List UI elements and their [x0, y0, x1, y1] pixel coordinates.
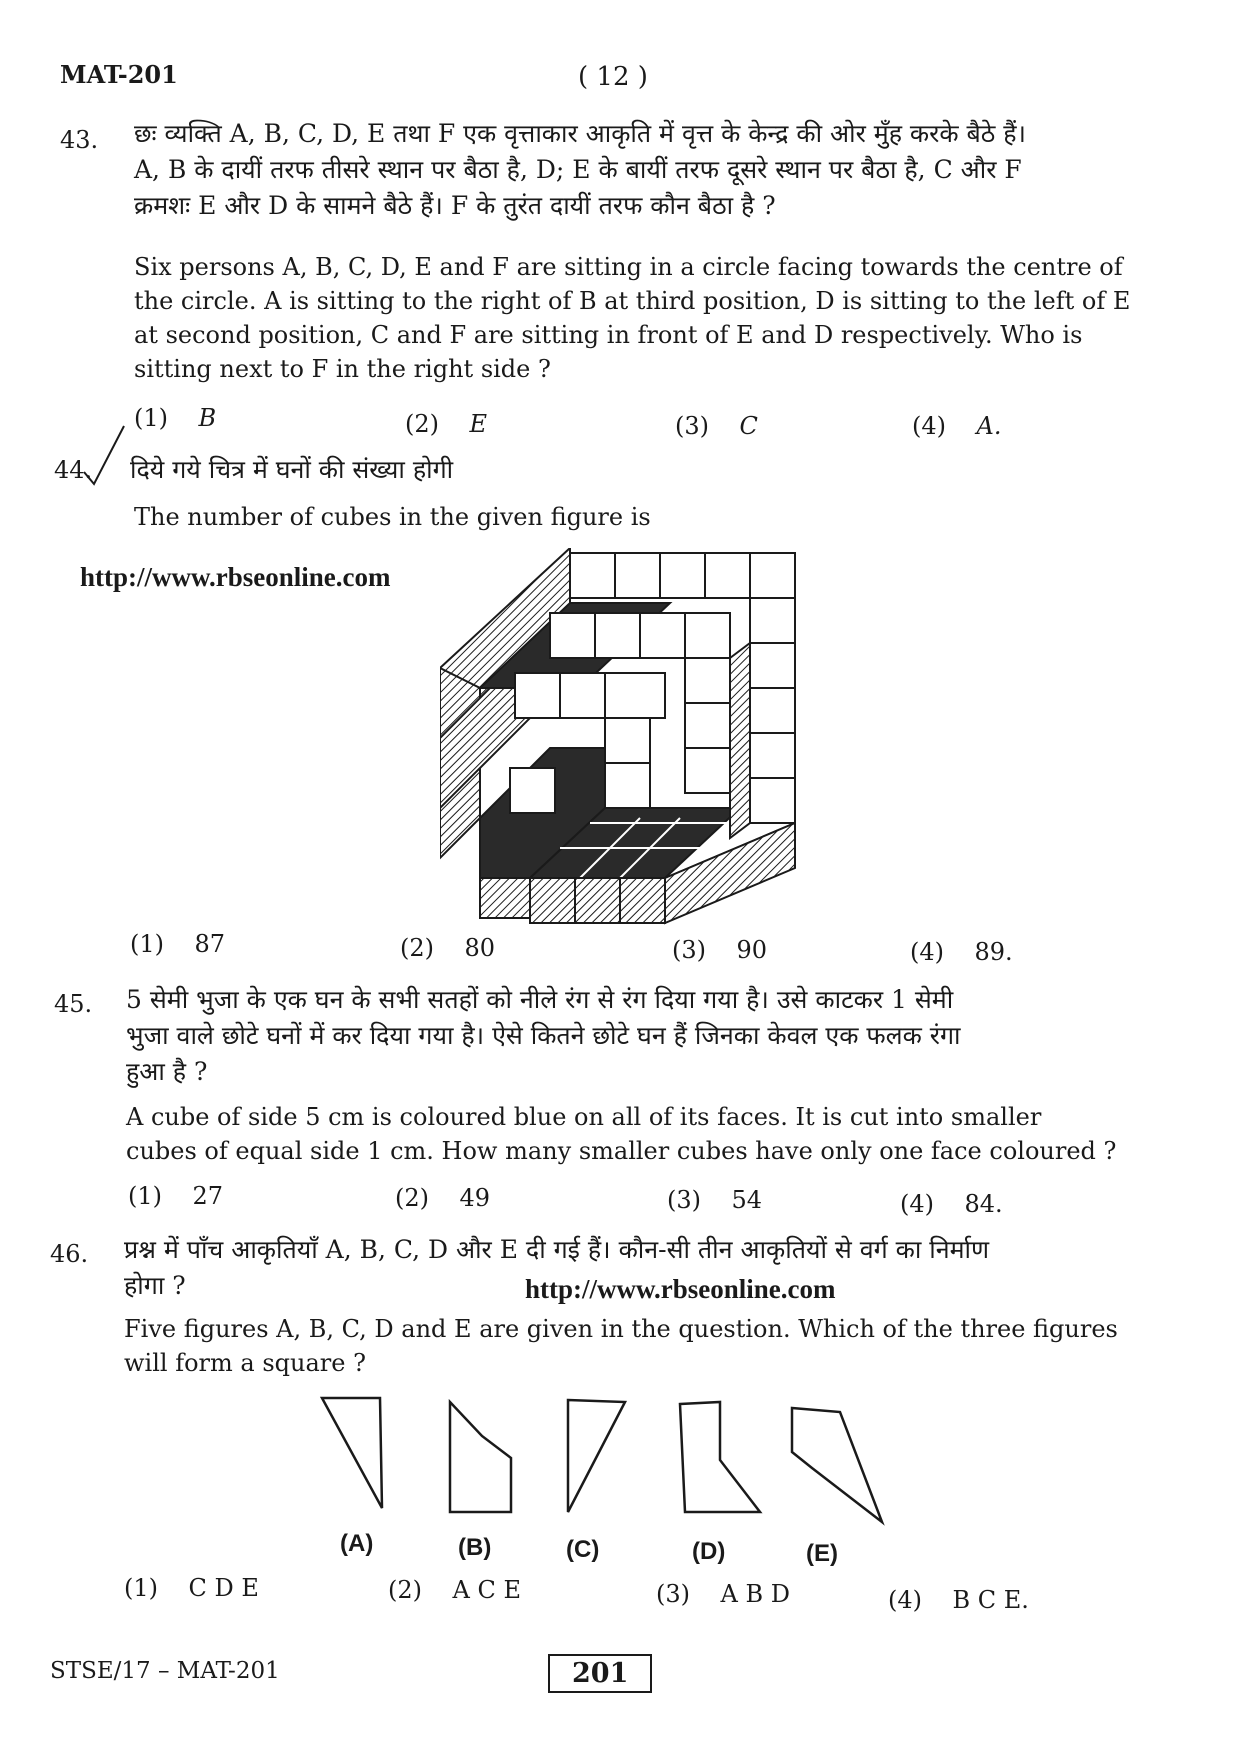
option-value: 49: [459, 1184, 491, 1212]
option-value: C D E: [188, 1574, 259, 1602]
footer-page-number: 201: [548, 1654, 652, 1693]
paper-code: MAT-201: [60, 60, 178, 89]
english-line: will form a square ?: [124, 1349, 366, 1377]
watermark-url: http://www.rbseonline.com: [525, 1274, 836, 1304]
option-3[interactable]: [667, 1186, 762, 1214]
option-value: 84.: [964, 1190, 1003, 1218]
option-value: 89.: [974, 938, 1013, 966]
option-2[interactable]: [405, 410, 487, 438]
option-number: (4): [900, 1190, 934, 1218]
option-1[interactable]: [134, 404, 216, 432]
cube-figure: [440, 548, 800, 928]
question-45-hindi: [126, 982, 961, 1090]
hindi-line: छः व्यक्ति A, B, C, D, E तथा F एक वृत्ताकार आकृति में वृत्त के केन्द्र की ओर मुँह करके बैठे हैं।: [134, 119, 1026, 148]
option-number: (4): [888, 1586, 922, 1614]
question-43-hindi: [134, 116, 1026, 224]
hindi-line: होगा ?: [124, 1271, 186, 1300]
option-2[interactable]: [388, 1576, 521, 1604]
english-line: Six persons A, B, C, D, E and F are sitting in a circle facing towards the centre of: [134, 253, 1123, 281]
option-1[interactable]: [128, 1182, 223, 1210]
option-value: A C E: [452, 1576, 521, 1604]
hindi-line: भुजा वाले छोटे घनों में कर दिया गया है। ऐसे कितने छोटे घन हैं जिनका केवल एक फलक रंगा: [126, 1021, 961, 1050]
hindi-line: हुआ है ?: [126, 1057, 208, 1086]
option-2[interactable]: [395, 1184, 490, 1212]
figure-label-b: (B): [458, 1534, 492, 1561]
question-44-hindi: दिये गये चित्र में घनों की संख्या होगी: [130, 455, 454, 484]
option-value: C: [739, 412, 758, 440]
english-line: sitting next to F in the right side ?: [134, 355, 551, 383]
shape-c: [568, 1400, 625, 1512]
shape-a: [322, 1398, 382, 1508]
option-number: (3): [675, 412, 709, 440]
option-value: 27: [192, 1182, 224, 1210]
question-44-english: The number of cubes in the given figure is: [134, 503, 651, 531]
hindi-line: प्रश्न में पाँच आकृतियाँ A, B, C, D और E दी गई हैं। कौन-सी तीन आकृतियों से वर्ग का निर्माण: [124, 1235, 990, 1264]
question-number: 44.: [54, 456, 93, 484]
option-value: A.: [976, 412, 1002, 440]
page-number: ( 12 ): [578, 62, 648, 92]
figure-label-e: (E): [806, 1540, 838, 1567]
option-3[interactable]: [675, 412, 758, 440]
option-3[interactable]: [656, 1580, 790, 1608]
option-number: (1): [124, 1574, 158, 1602]
question-43-english: [134, 250, 1130, 386]
english-line: at second position, C and F are sitting in front of E and D respectively. Who is: [134, 321, 1083, 349]
option-number: (4): [910, 938, 944, 966]
hindi-line: A, B के दायीं तरफ तीसरे स्थान पर बैठा है, D; E के बायीं तरफ दूसरे स्थान पर बैठा है, C और F: [134, 155, 1022, 184]
shape-d: [680, 1402, 760, 1512]
figure-label-c: (C): [566, 1536, 600, 1563]
question-45-english: [126, 1100, 1116, 1168]
option-number: (4): [912, 412, 946, 440]
question-number: 43.: [60, 126, 99, 154]
option-1[interactable]: [130, 930, 225, 958]
option-1[interactable]: [124, 1574, 259, 1602]
english-line: Five figures A, B, C, D and E are given in the question. Which of the three figures: [124, 1315, 1118, 1343]
option-number: (2): [400, 934, 434, 962]
option-number: (3): [656, 1580, 690, 1608]
question-number: 46.: [50, 1240, 89, 1268]
option-value: 54: [731, 1186, 763, 1214]
option-number: (3): [667, 1186, 701, 1214]
option-2[interactable]: [400, 934, 495, 962]
option-number: (3): [672, 936, 706, 964]
option-number: (2): [388, 1576, 422, 1604]
hindi-line: 5 सेमी भुजा के एक घन के सभी सतहों को नीले रंग से रंग दिया गया है। उसे काटकर 1 सेमी: [126, 985, 954, 1014]
option-value: 87: [194, 930, 226, 958]
option-4[interactable]: [910, 938, 1013, 966]
watermark-url: http://www.rbseonline.com: [80, 562, 391, 592]
option-3[interactable]: [672, 936, 767, 964]
option-number: (2): [405, 410, 439, 438]
figure-label-a: (A): [340, 1530, 374, 1557]
option-number: (1): [130, 930, 164, 958]
option-4[interactable]: [900, 1190, 1003, 1218]
option-value: 90: [736, 936, 768, 964]
option-value: A B D: [720, 1580, 790, 1608]
english-line: A cube of side 5 cm is coloured blue on all of its faces. It is cut into smaller: [126, 1103, 1042, 1131]
figure-shapes: [300, 1390, 900, 1530]
hindi-line: क्रमशः E और D के सामने बैठे हैं। F के तुरंत दायीं तरफ कौन बैठा है ?: [134, 191, 776, 220]
shape-b: [450, 1402, 511, 1512]
option-number: (2): [395, 1184, 429, 1212]
english-line: cubes of equal side 1 cm. How many smaller cubes have only one face coloured ?: [126, 1137, 1117, 1165]
question-number: 45.: [54, 990, 93, 1018]
option-number: (1): [134, 404, 168, 432]
option-4[interactable]: [912, 412, 1001, 440]
option-4[interactable]: [888, 1586, 1029, 1614]
figure-label-d: (D): [692, 1538, 726, 1565]
option-value: 80: [464, 934, 496, 962]
option-value: B C E.: [952, 1586, 1029, 1614]
english-line: the circle. A is sitting to the right of B at third position, D is sitting to the left of E: [134, 287, 1131, 315]
option-value: B: [198, 404, 217, 432]
footer-code: STSE/17 – MAT-201: [50, 1658, 280, 1684]
option-number: (1): [128, 1182, 162, 1210]
option-value: E: [469, 410, 488, 438]
shape-e: [792, 1408, 882, 1522]
question-46-english: [124, 1312, 1118, 1380]
